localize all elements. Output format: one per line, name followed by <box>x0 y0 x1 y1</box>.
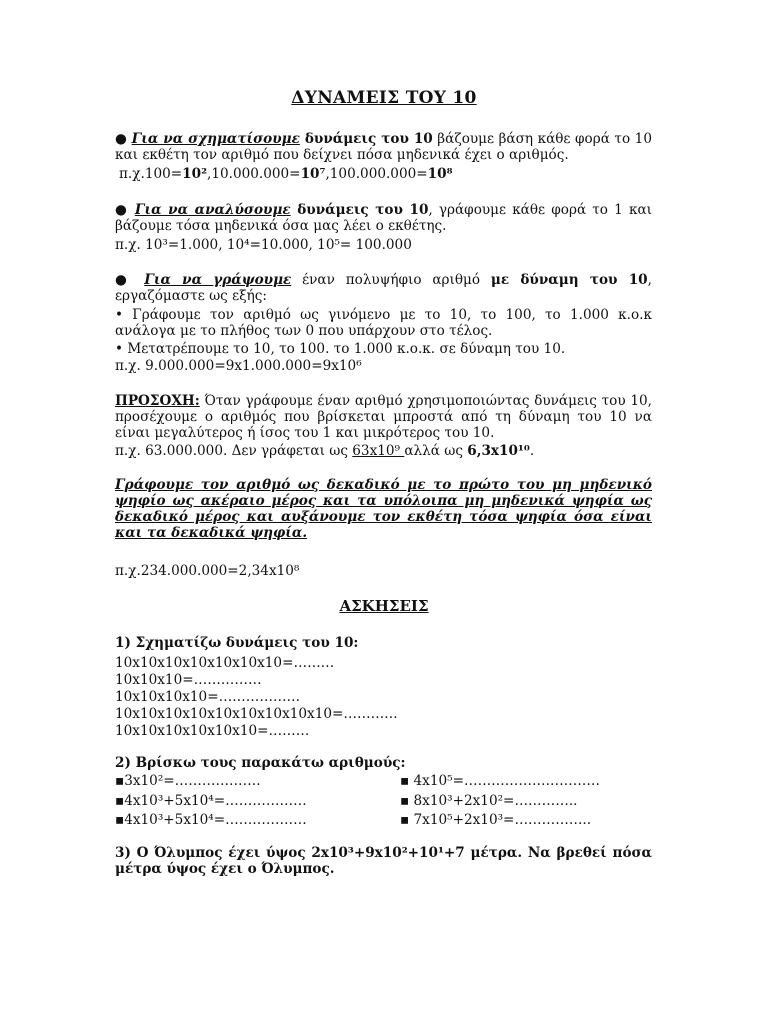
exercise-1-line: 10x10x10x10x10x10x10x10x10=………… <box>115 706 398 722</box>
example-power: 10⁷ <box>300 166 326 182</box>
section-text: έναν πολυψήφιο αριθμό <box>291 272 491 288</box>
exercise-1-line: 10x10x10x10x10x10=……… <box>115 723 310 739</box>
attention-note <box>115 393 652 441</box>
example-power: 10² <box>182 166 208 182</box>
bullet: ● <box>115 131 128 147</box>
section-example: π.χ. 9.000.000=9x1.000.000=9x10⁶ <box>115 358 362 374</box>
exercise-1-line: 10x10x10x10=……………… <box>115 689 301 705</box>
section-analyze-powers <box>115 202 652 234</box>
exercise-1-title: 1) Σχηματίζω δυνάμεις του 10: <box>115 635 359 651</box>
example-text: ,10.000.000= <box>207 166 301 182</box>
attention-label: ΠΡΟΣΟΧΗ: <box>115 393 200 409</box>
exercise-2-row <box>115 773 652 789</box>
exercise-1-line: 10x10x10x10x10x10x10=……… <box>115 655 335 671</box>
section-text: , εργαζόμαστε ως εξής: <box>115 272 652 304</box>
example-text: π.χ.100= <box>119 166 183 182</box>
bullet: ● <box>115 272 134 288</box>
section-lead: Για να σχηματίσουμε <box>131 131 300 147</box>
exercise-1-line: 10x10x10=…………… <box>115 672 262 688</box>
section-form-powers <box>115 131 652 163</box>
exercises-title: ΑΣΚΗΣΕΙΣ <box>339 597 429 615</box>
section-text: βάζουμε βάση κάθε φορά το 10 και εκθέτη τον αριθμό που δείχνει πόσα μηδενικά έχει ο αριθμός. <box>115 131 652 163</box>
rule-example: π.χ.234.000.000=2,34x10⁸ <box>115 563 300 579</box>
exercise-2-item: ▪ 4x10⁵=………………………… <box>400 773 600 789</box>
exercise-2-item: ▪ 7x10⁵+2x10³=…………….. <box>400 812 592 828</box>
exercise-2-item: ▪ 8x10³+2x10²=………….. <box>400 793 578 809</box>
wrong-form: 63x10⁹ <box>352 443 405 459</box>
page-title: ΔΥΝΑΜΕΙΣ ΤΟΥ 10 <box>291 88 477 108</box>
section-bold: δυνάμεις του 10 <box>290 202 429 218</box>
section-bold: με δύναμη του 10 <box>490 272 648 288</box>
exercise-2-item: ▪4x10³+5x10⁴=……………… <box>115 793 307 809</box>
example-text: αλλά ως <box>404 443 468 459</box>
exercise-2-row <box>115 793 652 809</box>
correct-form: 6,3x10¹⁰ <box>467 443 530 459</box>
rule-paragraph: Γράφουμε τον αριθμό ως δεκαδικό με το πρώτο του μη μηδενικό ψηφίο ως ακέραιο μέρος και τα υπόλοιπα μη μηδενικά ψηφία ως δεκαδικό μέρος και αυξάνουμε τον εκθέτη τόσα ψηφία όσα είναι και τα δεκαδικά ψηφία. <box>115 477 652 541</box>
exercise-2-title: 2) Βρίσκω τους παρακάτω αριθμούς: <box>115 755 406 771</box>
example-text: ,100.000.000= <box>325 166 428 182</box>
example-text: π.χ. 63.000.000. Δεν γράφεται ως <box>115 443 353 459</box>
step-two: • Μετατρέπουμε το 10, το 100. το 1.000 κ.ο.κ. σε δύναμη του 10. <box>115 341 566 357</box>
example-power: 10⁸ <box>427 166 453 182</box>
step-one: • Γράφουμε τον αριθμό ως γινόμενο με το 10, το 100, το 1.000 κ.ο.κ ανάλογα με το πλήθος των 0 που υπάρχουν στο τέλος. <box>115 307 652 339</box>
section-write-number <box>115 272 652 304</box>
exercise-3: 3) Ο Όλυμπος έχει ύψος 2x10³+9x10²+10¹+7 μέτρα. Να βρεθεί πόσα μέτρα ύψος έχει ο Όλυμπος. <box>115 845 652 877</box>
exercise-2-row <box>115 812 652 828</box>
section-lead: Για να γράψουμε <box>144 272 292 288</box>
bullet: ● <box>115 202 129 218</box>
section-bold: δυνάμεις του 10 <box>299 131 433 147</box>
exercise-2-item: ▪4x10³+5x10⁴=……………… <box>115 812 307 828</box>
exercise-2-item: ▪3x10²=………………. <box>115 773 261 789</box>
example-text: . <box>529 443 535 459</box>
attention-example <box>115 443 652 459</box>
section-example <box>119 166 656 182</box>
section-lead: Για να αναλύσουμε <box>134 202 291 218</box>
attention-text: Όταν γράφουμε έναν αριθμό χρησιμοποιώντας δυνάμεις του 10, προσέχουμε ο αριθμός που βρίσκεται μπροστά από τη δύναμη του 10 να είναι μεγαλύτερος ή ίσος του 1 και μικρότερος του 10. <box>115 393 652 441</box>
section-text: , γράφουμε κάθε φορά το 1 και βάζουμε τόσα μηδενικά όσα μας λέει ο εκθέτης. <box>115 202 652 234</box>
section-example: π.χ. 10³=1.000, 10⁴=10.000, 10⁵= 100.000 <box>115 237 412 253</box>
